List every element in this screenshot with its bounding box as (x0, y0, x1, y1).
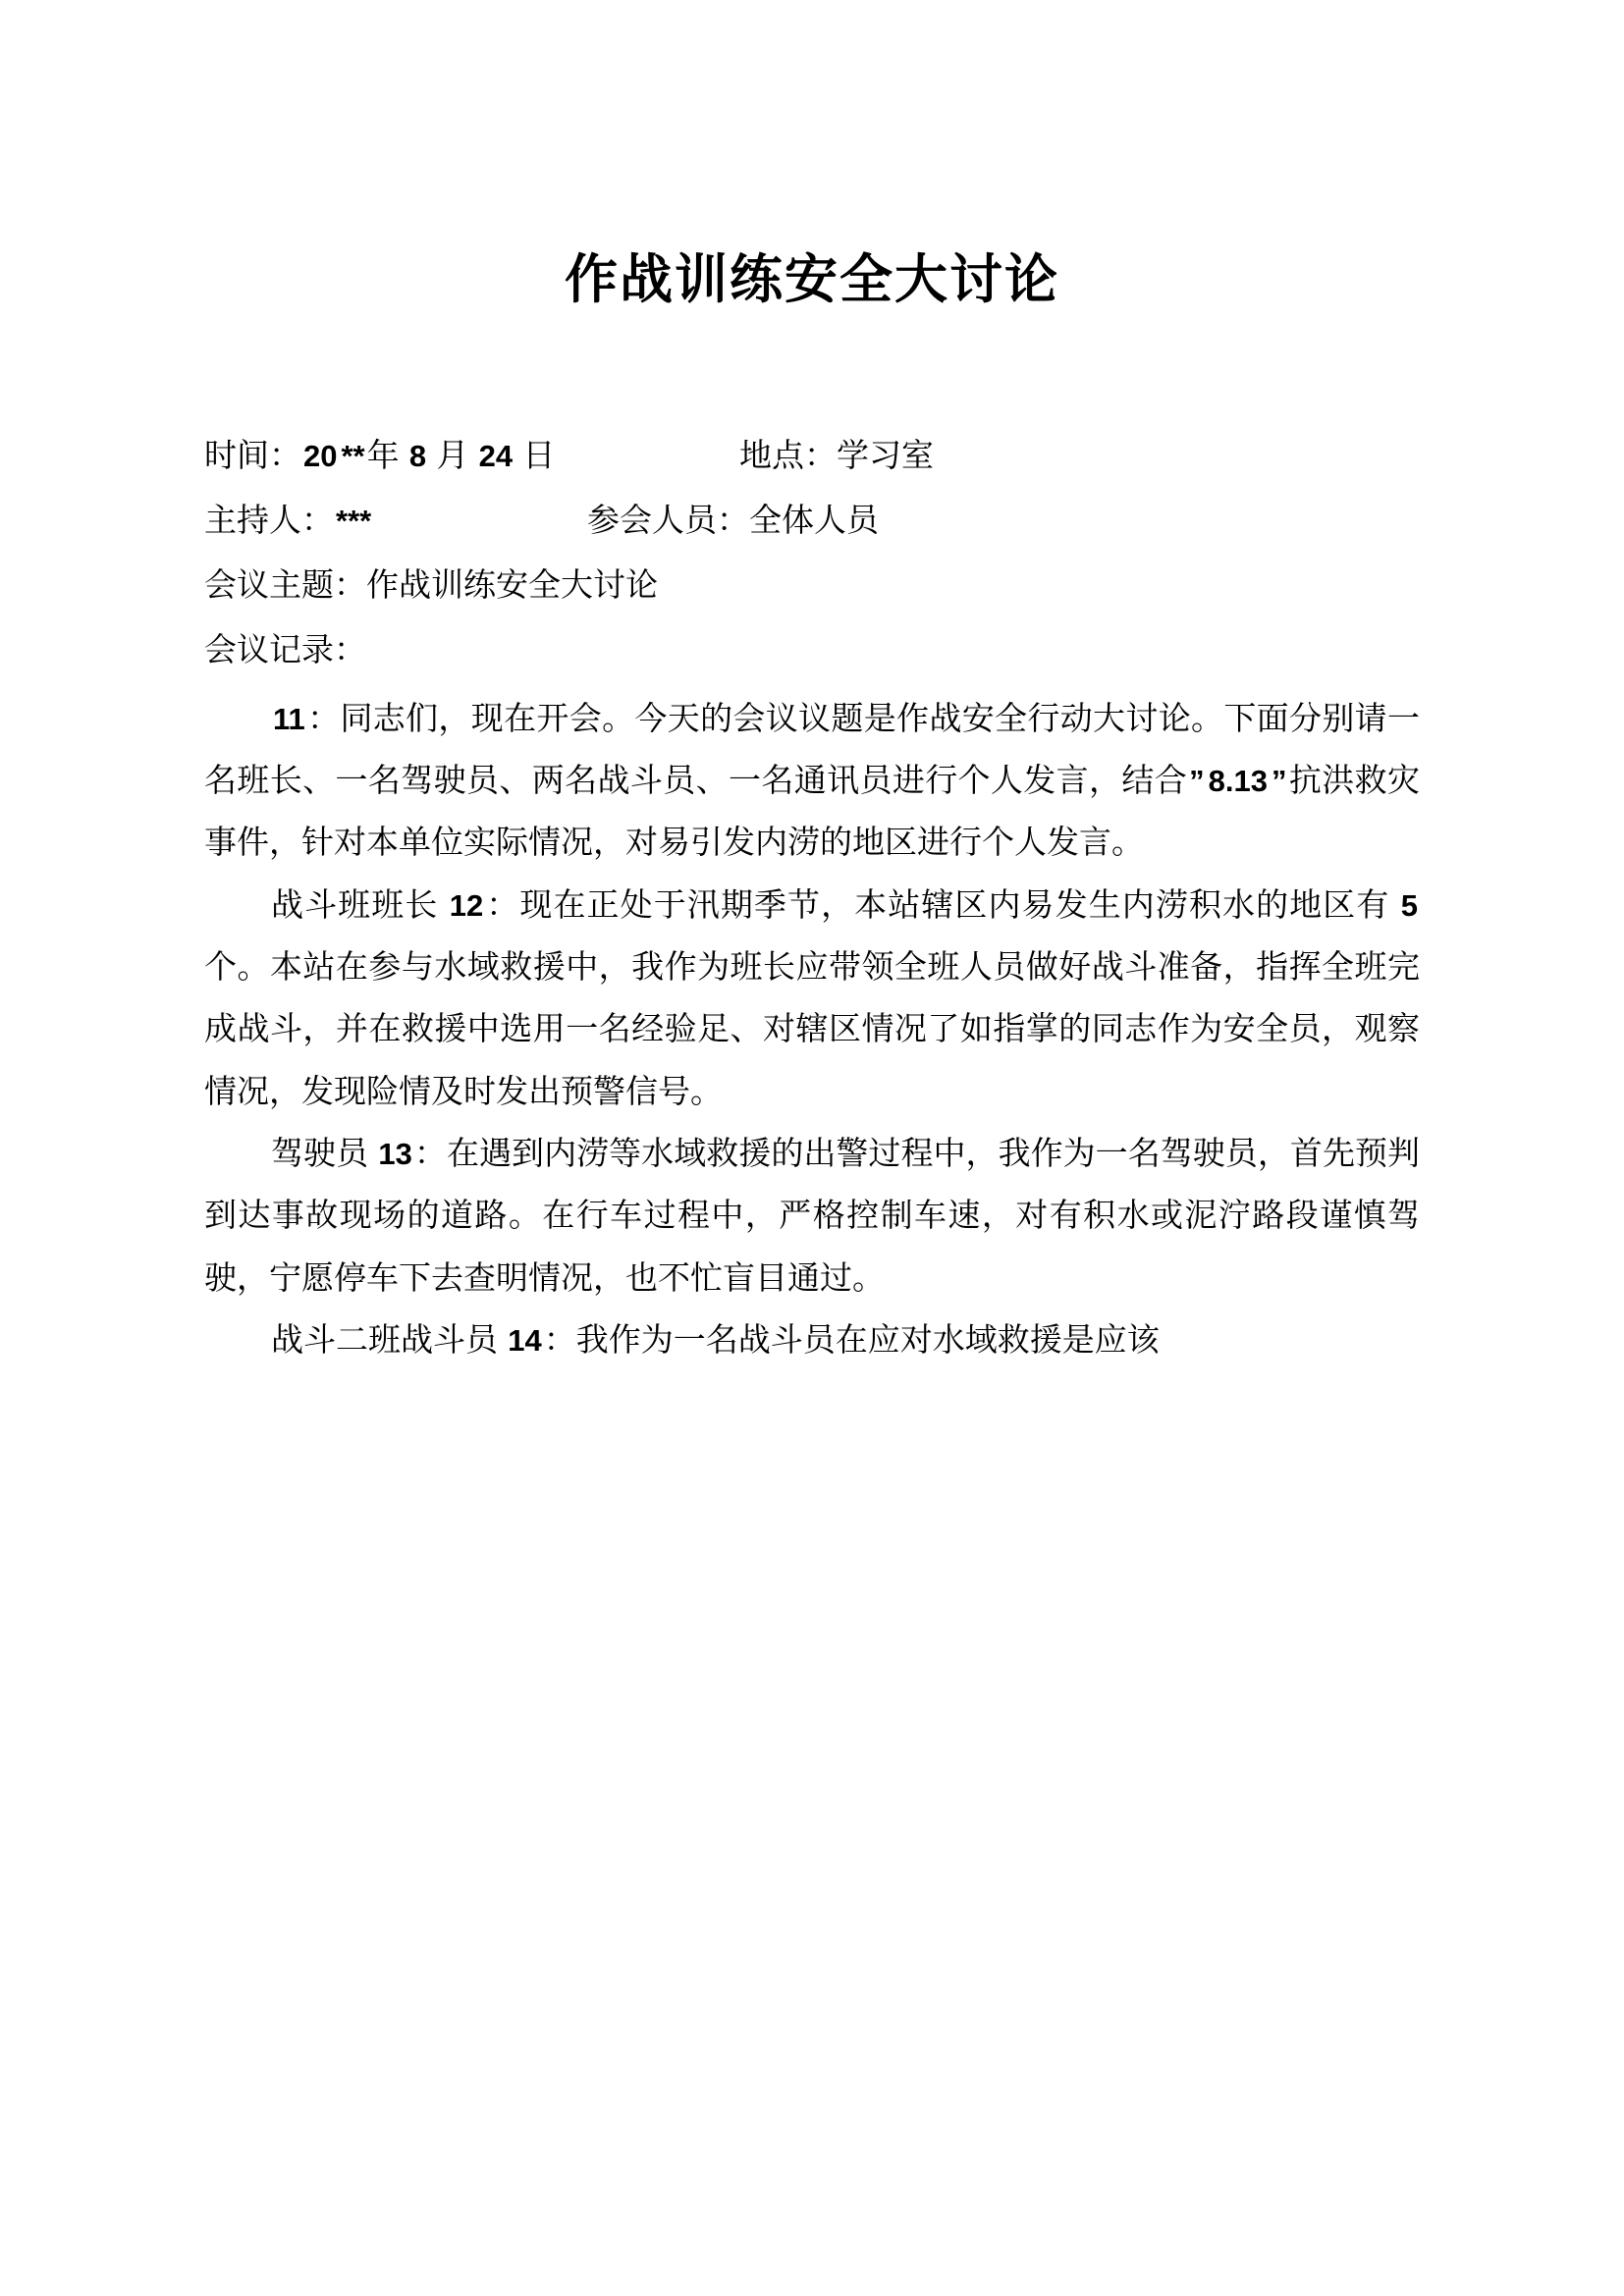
minutes-paragraph: 战斗班班长 12：现在正处于汛期季节，本站辖区内易发生内涝积水的地区有 5 个。本站在参与水域救援中，我作为班长应带领全班人员做好战斗准备，指挥全班完成战斗，并在救援中选用一名经验足、对辖区情况了如指掌的同志作为安全员，观察情况，发现险情及时发出预警信号。 (204, 887, 1420, 1110)
minutes-paragraph: 战斗二班战斗员 14：我作为一名战斗员在应对水域救援是应该 (271, 1323, 1160, 1360)
meeting-time: 时间：20 **年 8 月 24 日 (204, 438, 556, 474)
minutes-body (204, 689, 1420, 1373)
meeting-attendees: 参会人员：全体人员 (587, 503, 879, 539)
page-title: 作战训练安全大讨论 (565, 250, 1059, 309)
meeting-location: 地点：学习室 (739, 438, 934, 474)
meeting-host: 主持人：*** (204, 503, 372, 539)
meeting-subject: 会议主题：作战训练安全大讨论 (204, 567, 658, 604)
minutes-paragraph: 11：同志们，现在开会。今天的会议议题是作战安全行动大讨论。下面分别请一名班长、一名驾驶员、两名战斗员、一名通讯员进行个人发言，结合” 8.13 ”抗洪救灾事件，针对本单位实际情况，对易引发内涝的地区进行个人发言。 (204, 701, 1421, 862)
meta-row-host-attendees (204, 489, 1420, 554)
meta-row-time-location (204, 424, 1420, 489)
meeting-meta-block (204, 424, 1420, 683)
minutes-paragraph: 驾驶员 13：在遇到内涝等水域救援的出警过程中，我作为一名驾驶员，首先预判到达事故现场的道路。在行车过程中，严格控制车速，对有积水或泥泞路段谨慎驾驶，宁愿停车下去查明情况，也不忙盲目通过。 (204, 1137, 1421, 1297)
meeting-minutes-label: 会议记录： (204, 632, 366, 668)
